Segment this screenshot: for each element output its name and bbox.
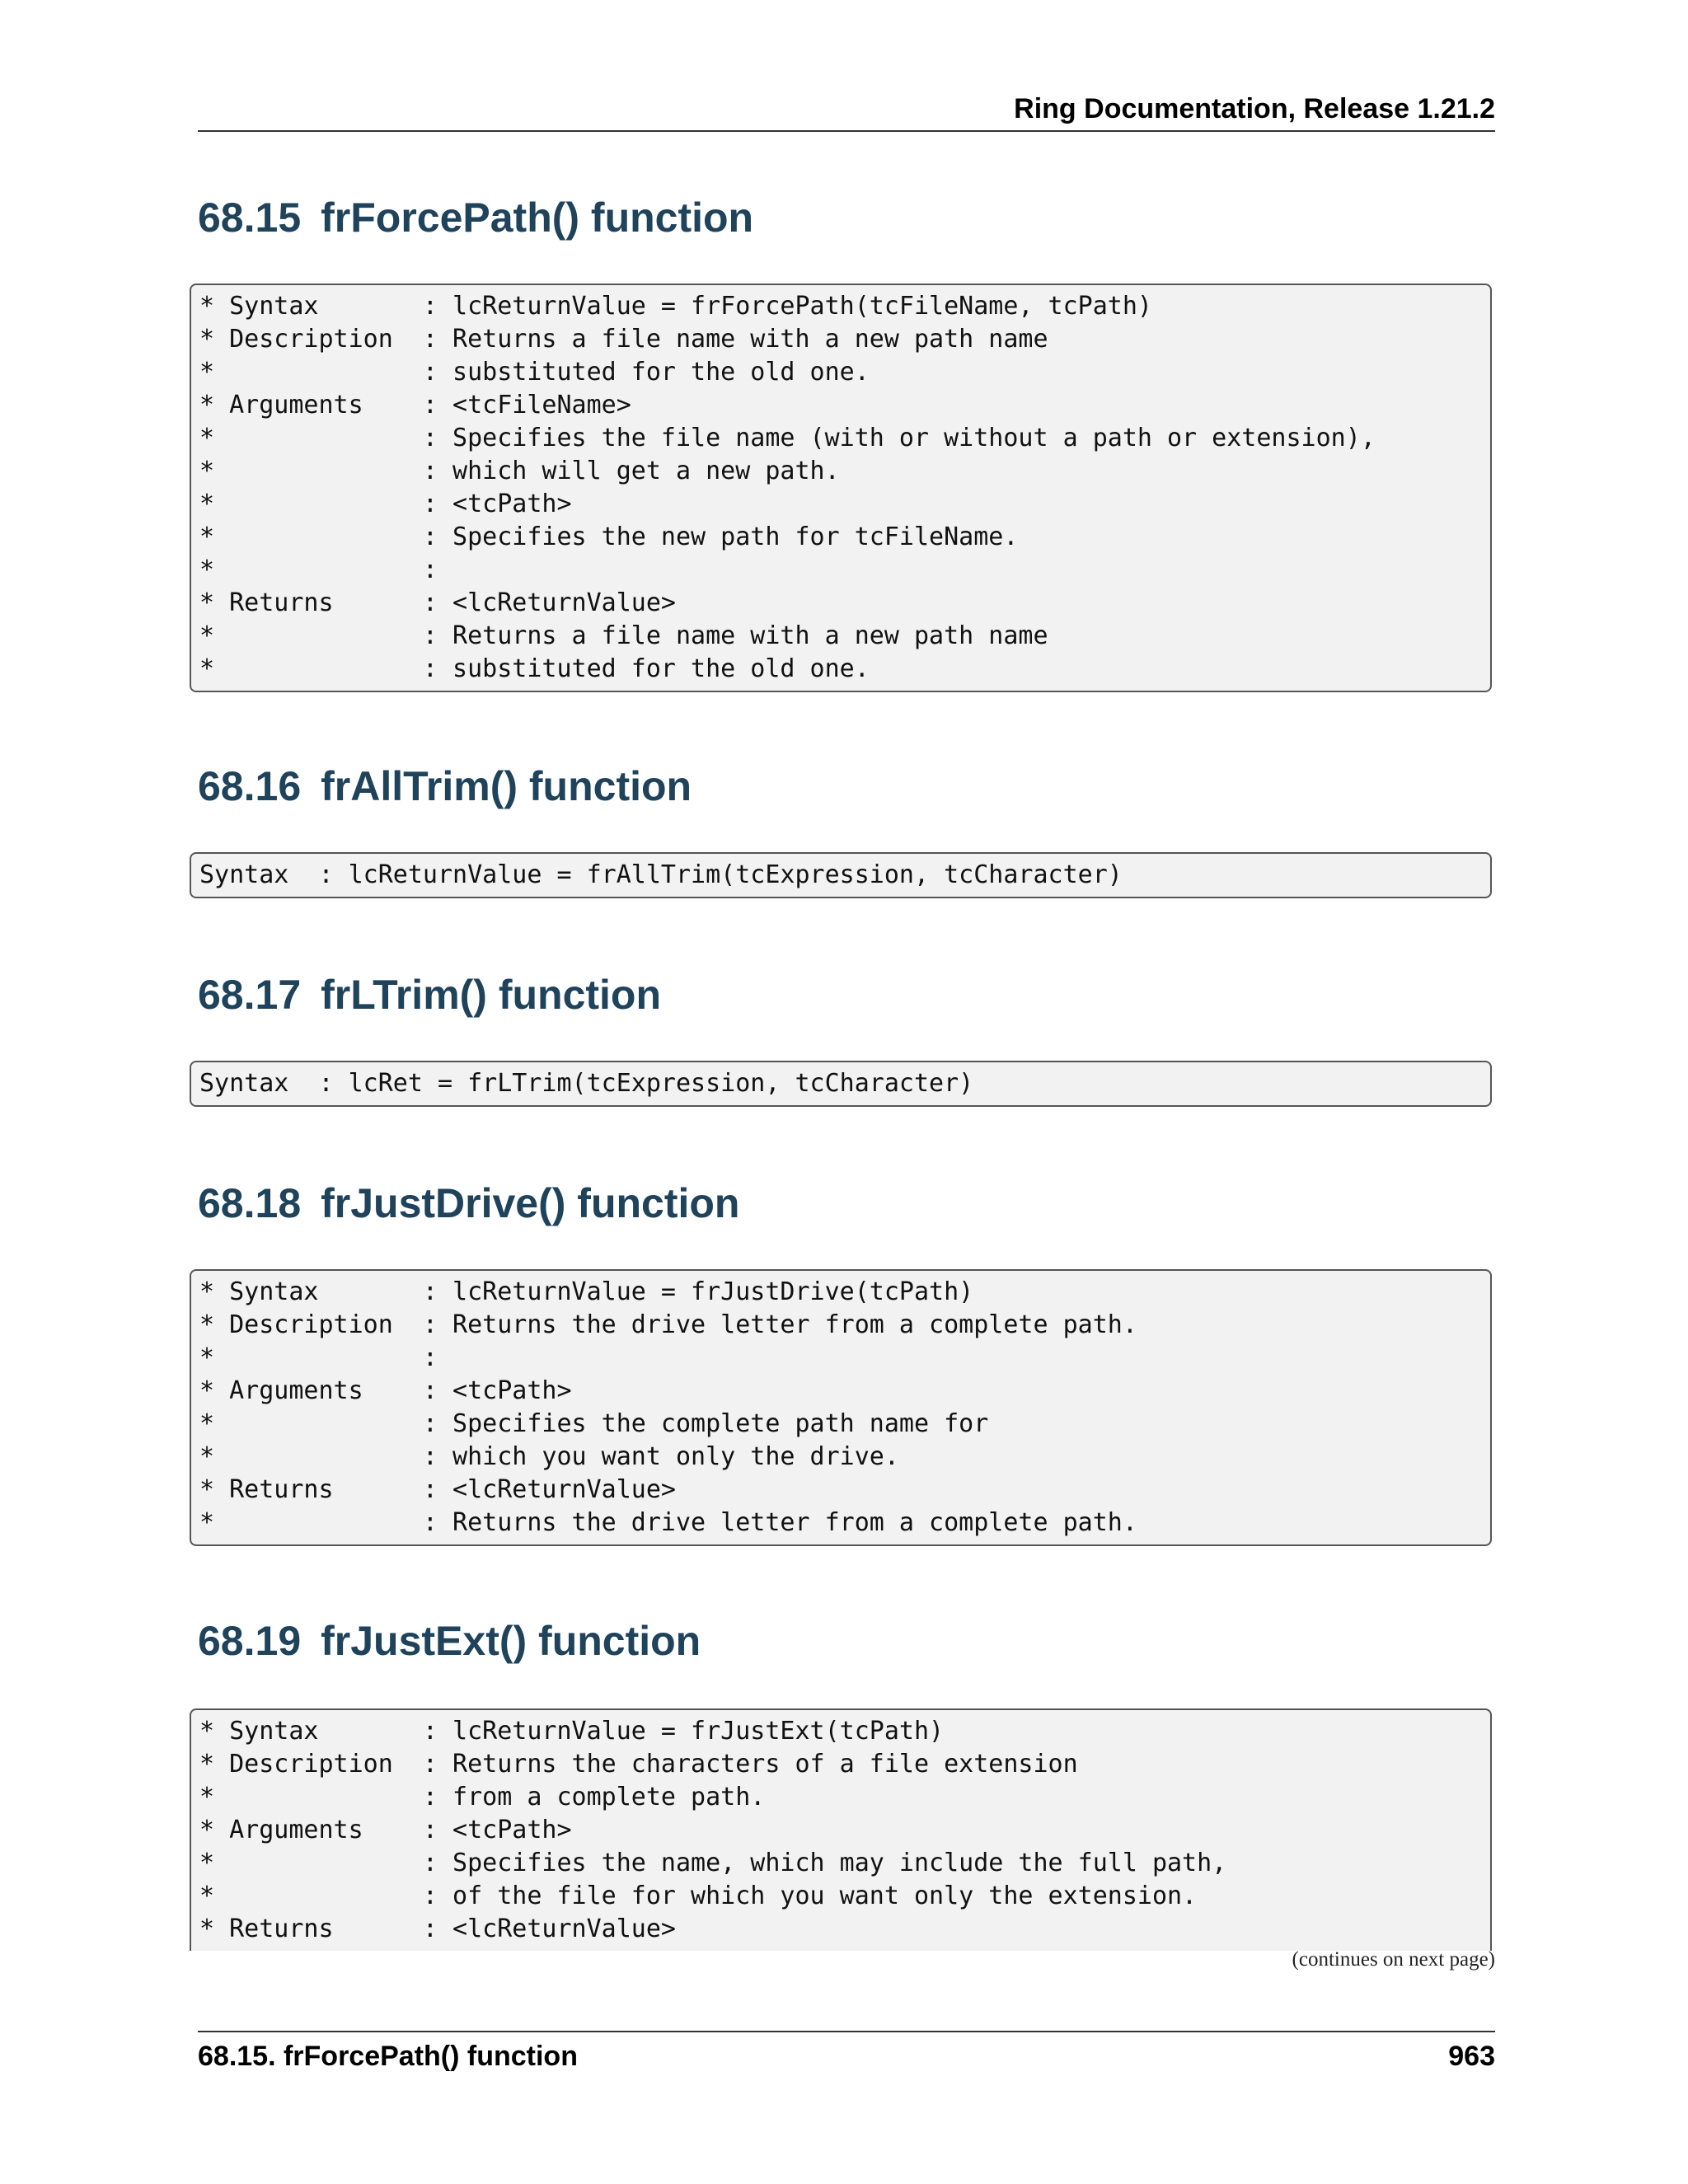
- section-title: frLTrim() function: [321, 972, 662, 1018]
- page-number: 963: [1448, 2041, 1495, 2072]
- section-heading-68-17: [198, 970, 661, 1019]
- code-line: * : <tcPath>: [199, 490, 572, 518]
- section-heading-68-16: [198, 762, 692, 811]
- code-block-frltrim: [190, 1061, 1492, 1107]
- code-line: * : Specifies the complete path name for: [199, 1409, 989, 1438]
- section-title: frJustDrive() function: [321, 1180, 740, 1226]
- section-heading-68-18: [198, 1179, 739, 1228]
- code-line: * : substituted for the old one.: [199, 654, 870, 683]
- section-heading-68-15: [198, 193, 753, 242]
- code-line: * : Returns the drive letter from a complete path.: [199, 1508, 1137, 1537]
- code-line: * : of the file for which you want only the extension.: [199, 1882, 1198, 1910]
- code-line: * : Specifies the file name (with or without a path or extension),: [199, 424, 1376, 452]
- code-line: * : from a complete path.: [199, 1783, 766, 1811]
- continues-note: (continues on next page): [1292, 1948, 1495, 1971]
- code-line: * Arguments : <tcFileName>: [199, 391, 631, 419]
- section-number: 68.15: [198, 194, 302, 241]
- footer-section-title: 68.15. frForcePath() function: [198, 2041, 578, 2072]
- code-line: * Syntax : lcReturnValue = frJustDrive(tcPath): [199, 1277, 974, 1306]
- code-line: * Syntax : lcReturnValue = frJustExt(tcPath): [199, 1717, 945, 1746]
- document-title: Ring Documentation, Release 1.21.2: [1014, 93, 1495, 124]
- section-number: 68.16: [198, 763, 302, 809]
- code-line: Syntax : lcRet = frLTrim(tcExpression, tcCharacter): [199, 1069, 974, 1098]
- page-footer: [198, 2031, 1495, 2082]
- section-number: 68.18: [198, 1180, 302, 1226]
- code-line: * : Specifies the name, which may include the full path,: [199, 1849, 1227, 1877]
- code-line: * : Returns a file name with a new path name: [199, 621, 1048, 650]
- section-heading-68-19: [198, 1616, 701, 1666]
- section-number: 68.17: [198, 972, 302, 1018]
- section-title: frAllTrim() function: [321, 763, 692, 809]
- section-title: frJustExt() function: [321, 1618, 701, 1664]
- page-header: [198, 89, 1495, 132]
- code-line: * Description : Returns the drive letter from a complete path.: [199, 1310, 1137, 1339]
- code-line: * Returns : <lcReturnValue>: [199, 588, 676, 617]
- code-block-frjustdrive: [190, 1269, 1492, 1546]
- code-block-frforcepath: [190, 284, 1492, 692]
- code-line: * Returns : <lcReturnValue>: [199, 1915, 676, 1943]
- code-line: * Description : Returns the characters of a file extension: [199, 1750, 1078, 1779]
- code-line: * :: [199, 555, 438, 584]
- code-line: * Description : Returns a file name with a new path name: [199, 325, 1048, 354]
- code-line: Syntax : lcReturnValue = frAllTrim(tcExpression, tcCharacter): [199, 860, 1123, 889]
- code-line: * Arguments : <tcPath>: [199, 1376, 572, 1405]
- code-line: * Arguments : <tcPath>: [199, 1816, 572, 1844]
- section-number: 68.19: [198, 1618, 302, 1664]
- code-line: * : which will get a new path.: [199, 457, 840, 485]
- code-line: * :: [199, 1343, 438, 1372]
- code-block-fralltrim: [190, 852, 1492, 898]
- section-title: frForcePath() function: [321, 194, 754, 241]
- code-line: * Syntax : lcReturnValue = frForcePath(tcFileName, tcPath): [199, 292, 1152, 321]
- code-line: * : which you want only the drive.: [199, 1442, 899, 1471]
- code-line: * Returns : <lcReturnValue>: [199, 1475, 676, 1504]
- code-block-frjustext: [190, 1708, 1492, 1951]
- code-line: * : substituted for the old one.: [199, 358, 870, 387]
- code-line: * : Specifies the new path for tcFileName.: [199, 523, 1019, 551]
